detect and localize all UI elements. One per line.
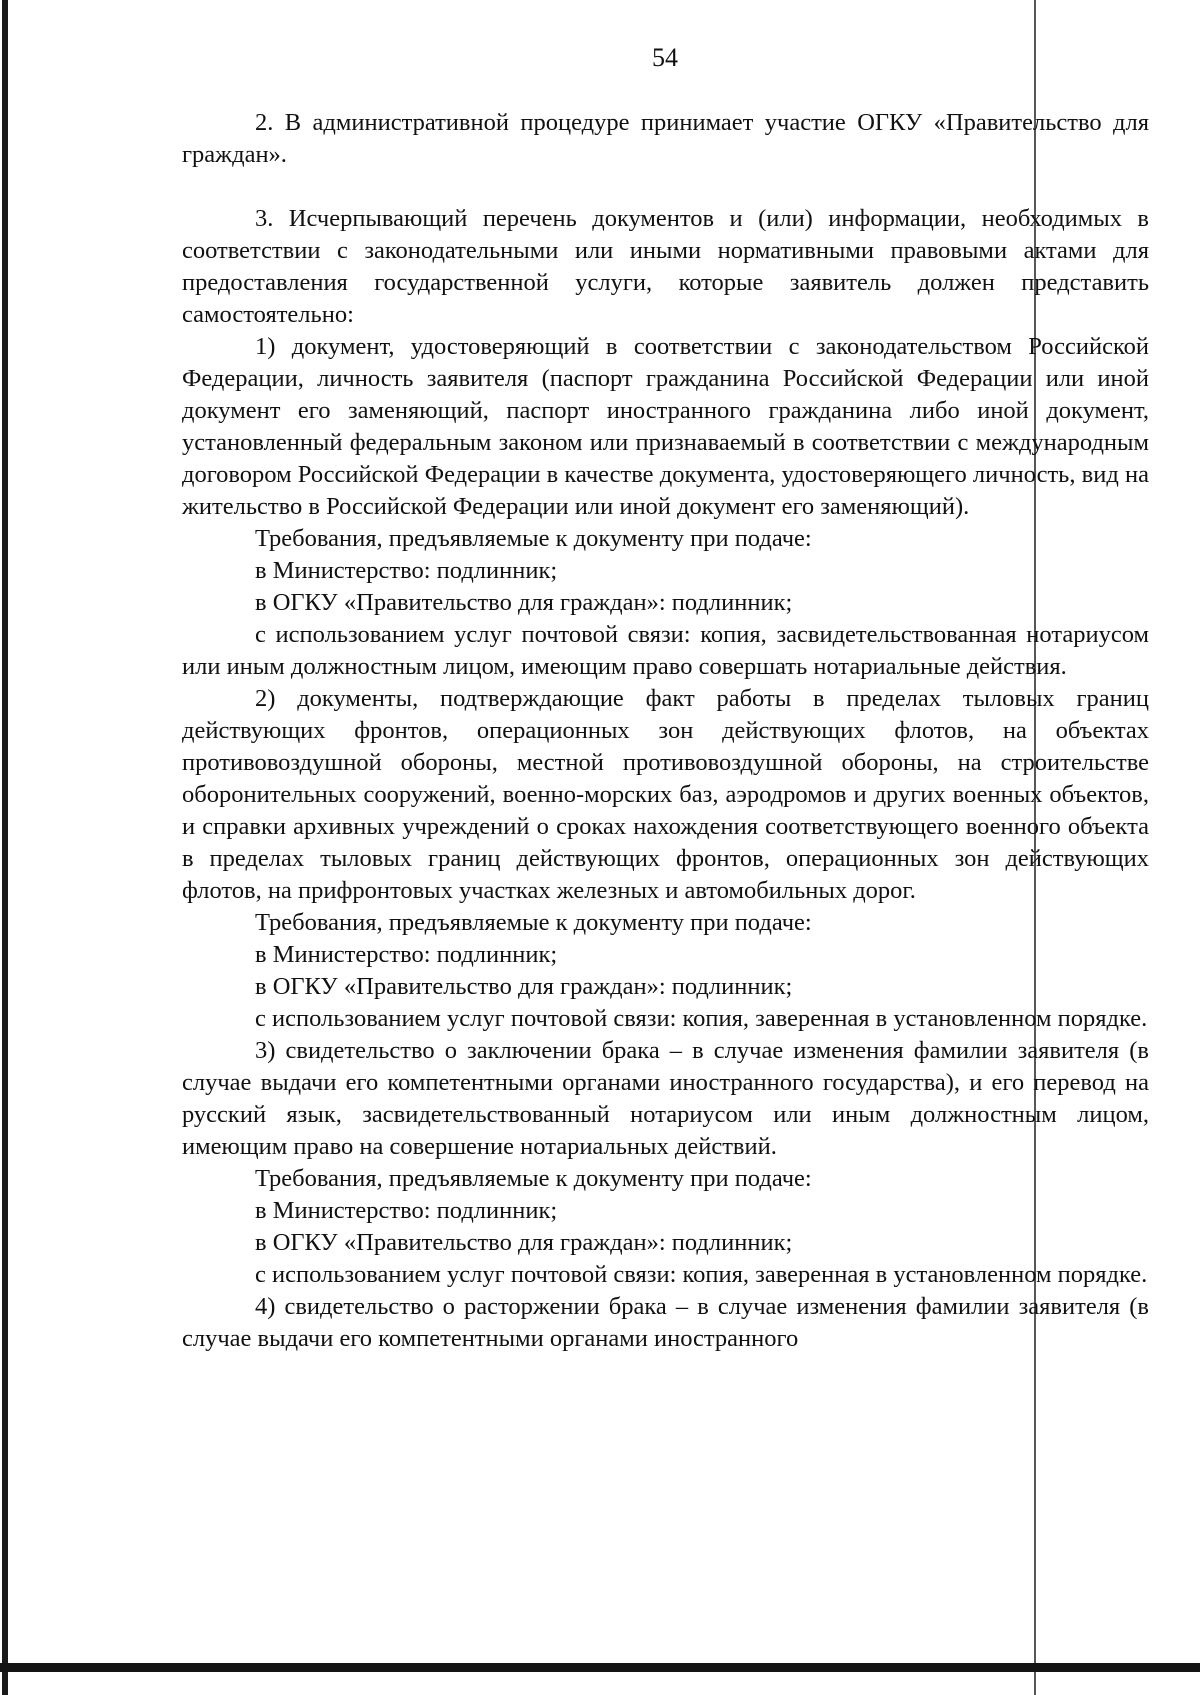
list-item-divorce-certificate: 4) свидетельство о расторжении брака – в случае изменения фамилии заявителя (в случае выдачи его компетентными органами иностранного (182, 1293, 1149, 1352)
list-item-marriage-certificate: 3) свидетельство о заключении брака – в случае изменения фамилии заявителя (в случае выдачи его компетентными органами иностранного государства), и его перевод на русский язык, засвидетельствованный нотариусом или иным должностным лицом, имеющим право на совершение нотариальных действий. (182, 1037, 1149, 1160)
requirement-postal: с использованием услуг почтовой связи: копия, засвидетельствованная нотариусом или иным должностным лицом, имеющим право совершать нотариальные действия. (182, 621, 1149, 680)
requirement-postal: с использованием услуг почтовой связи: копия, заверенная в установленном порядке. (255, 1261, 1148, 1288)
requirement-ministry: в Министерство: подлинник; (255, 941, 558, 968)
requirement-ogku: в ОГКУ «Правительство для граждан»: подлинник; (255, 1229, 793, 1256)
page-number: 54 (652, 43, 678, 72)
list-item-identity-document: 1) документ, удостоверяющий в соответствии с законодательством Российской Федерации, личность заявителя (паспорт гражданина Российской Федерации или иной документ его заменяющий, паспорт иностранного гражданина либо иной документ, установленный федеральным законом или признаваемый в соответствии с международным договором Российской Федерации в качестве документа, удостоверяющего личность, вид на жительство в Российской Федерации или иной документ его заменяющий). (182, 333, 1149, 520)
requirements-heading: Требования, предъявляемые к документу при подаче: (255, 525, 812, 552)
requirements-heading: Требования, предъявляемые к документу при подаче: (255, 909, 812, 936)
requirements-heading: Требования, предъявляемые к документу при подаче: (255, 1165, 812, 1192)
scan-bottom-edge (0, 1663, 1200, 1672)
document-body (182, 107, 1149, 1355)
requirement-ogku: в ОГКУ «Правительство для граждан»: подлинник; (255, 589, 793, 616)
requirement-ministry: в Министерство: подлинник; (255, 1197, 558, 1224)
list-item-work-documents: 2) документы, подтверждающие факт работы в пределах тыловых границ действующих фронтов, операционных зон действующих флотов, на объектах противовоздушной обороны, местной противовоздушной обороны, на строительстве оборонительных сооружений, военно-морских баз, аэродромов и других военных объектов, и справки архивных учреждений о сроках нахождения соответствующего военного объекта в пределах тыловых границ действующих фронтов, операционных зон действующих флотов, на прифронтовых участках железных и автомобильных дорог. (182, 685, 1149, 904)
scan-left-edge (2, 0, 8, 1695)
paragraph-documents-list: 3. Исчерпывающий перечень документов и (или) информации, необходимых в соответствии с законодательными или иными нормативными правовыми актами для предоставления государственной услуги, которые заявитель должен представить самостоятельно: (182, 205, 1149, 328)
requirement-ogku: в ОГКУ «Правительство для граждан»: подлинник; (255, 973, 793, 1000)
requirement-ministry: в Министерство: подлинник; (255, 557, 558, 584)
requirement-postal: с использованием услуг почтовой связи: копия, заверенная в установленном порядке. (255, 1005, 1148, 1032)
paragraph-participation: 2. В административной процедуре принимает участие ОГКУ «Правительство для граждан». (182, 109, 1149, 168)
